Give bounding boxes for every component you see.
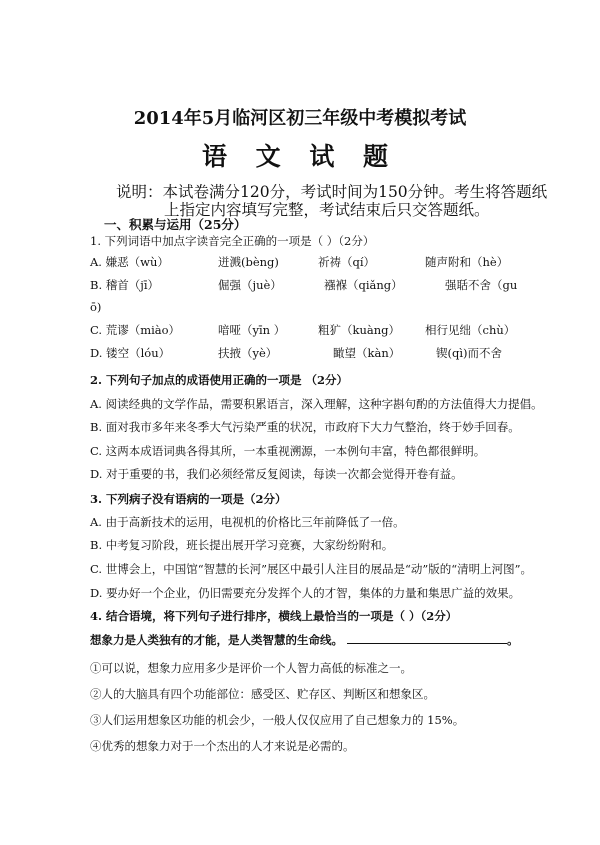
- q1-option-c-2: 喑哑（yīn ）: [218, 323, 286, 337]
- q1-option-b-4: 强聒不舍（gu: [445, 278, 518, 292]
- q3-option-c: C. 世博会上，中国馆“智慧的长河”展区中最引人注目的展品是“动”版的“清明上河图”。: [90, 562, 532, 576]
- q4-sentence-4: ④优秀的想象力对于一个杰出的人才来说是必需的。: [90, 739, 355, 753]
- q1-option-a-3: 祈祷（qí）: [318, 255, 376, 269]
- q1-option-a-4: 随声附和（hè）: [425, 255, 509, 269]
- q1-option-c-3: 粗犷（kuàng）: [318, 323, 400, 337]
- q3-option-b: B. 中考复习阶段，班长提出展开学习竞赛，大家纷纷附和。: [90, 538, 394, 552]
- q3-option-a: A. 由于高新技术的运用，电视机的价格比三年前降低了一倍。: [90, 515, 405, 529]
- question-4-stem: 4. 结合语境，将下列句子进行排序，横线上最恰当的一项是（ ）（2分）: [90, 609, 458, 623]
- q1-option-c-4: 相行见绌（chù）: [425, 323, 516, 337]
- q2-option-a: A. 阅读经典的文学作品，需要积累语言，深入理解，这种字斟句酌的方法值得大力提倡。: [90, 397, 543, 411]
- q1-option-d-2: 扶掖（yè）: [218, 346, 278, 360]
- exam-title: 2014年5月临河区初三年级中考模拟考试: [133, 108, 467, 129]
- q1-option-b-wrap: ō): [90, 300, 102, 314]
- question-2-stem: 2. 下列句子加点的成语使用正确的一项是 （2分）: [90, 373, 349, 387]
- q1-option-a-2: 迸溅(bèng): [218, 255, 279, 269]
- q4-context-end: 。: [507, 633, 519, 647]
- q1-option-d-1: D. 镂空（lóu）: [90, 346, 171, 360]
- exam-subject: 语 文 试 题: [201, 142, 399, 171]
- q4-context: [90, 631, 519, 648]
- q1-option-b-3: 襁褓（qiǎng）: [324, 278, 403, 292]
- answer-blank[interactable]: [347, 631, 507, 644]
- q2-option-d: D. 对于重要的书，我们必须经常反复阅读，每读一次都会觉得开卷有益。: [90, 467, 463, 481]
- q4-sentence-2: ②人的大脑具有四个功能部位：感受区、贮存区、判断区和想象区。: [90, 687, 435, 701]
- q1-option-b-2: 倔强（juè）: [218, 278, 282, 292]
- q1-option-d-3: 瞰望（kàn）: [333, 346, 401, 360]
- question-1-stem: 1. 下列词语中加点字读音完全正确的一项是（ ）（2分）: [90, 234, 375, 248]
- question-3-stem: 3. 下列病子没有语病的一项是（2分）: [90, 492, 287, 506]
- q2-option-c: C. 这两本成语词典各得其所，一本重视溯源，一本例句丰富，特色都很鲜明。: [90, 444, 486, 458]
- q1-option-b-1: B. 稽首（jī）: [90, 278, 160, 292]
- q4-sentence-3: ③人们运用想象区功能的机会少，一般人仅仅应用了自己想象力的 15%。: [90, 713, 465, 727]
- q4-context-text: 想象力是人类独有的才能，是人类智慧的生命线。: [90, 633, 343, 647]
- section-heading: 一、积累与运用（25分）: [104, 217, 247, 232]
- q1-option-c-1: C. 荒谬（miào）: [90, 323, 181, 337]
- q1-option-a-1: A. 嫌恶（wù）: [90, 255, 169, 269]
- notice-line-1: 说明：本试卷满分120分，考试时间为150分钟。考生将答题纸: [116, 183, 548, 201]
- q1-option-d-4: 锲(qì)而不舍: [436, 346, 503, 360]
- q3-option-d: D. 要办好一个企业，仍旧需要充分发挥个人的才智，集体的力量和集思广益的效果。: [90, 586, 521, 600]
- q2-option-b: B. 面对我市多年来冬季大气污染严重的状况，市政府下大力气整治，终于妙手回春。: [90, 420, 520, 434]
- q4-sentence-1: ①可以说，想象力应用多少是评价一个人智力高低的标准之一。: [90, 661, 412, 675]
- notice-line-2: 上指定内容填写完整，考试结束后只交答题纸。: [164, 201, 490, 219]
